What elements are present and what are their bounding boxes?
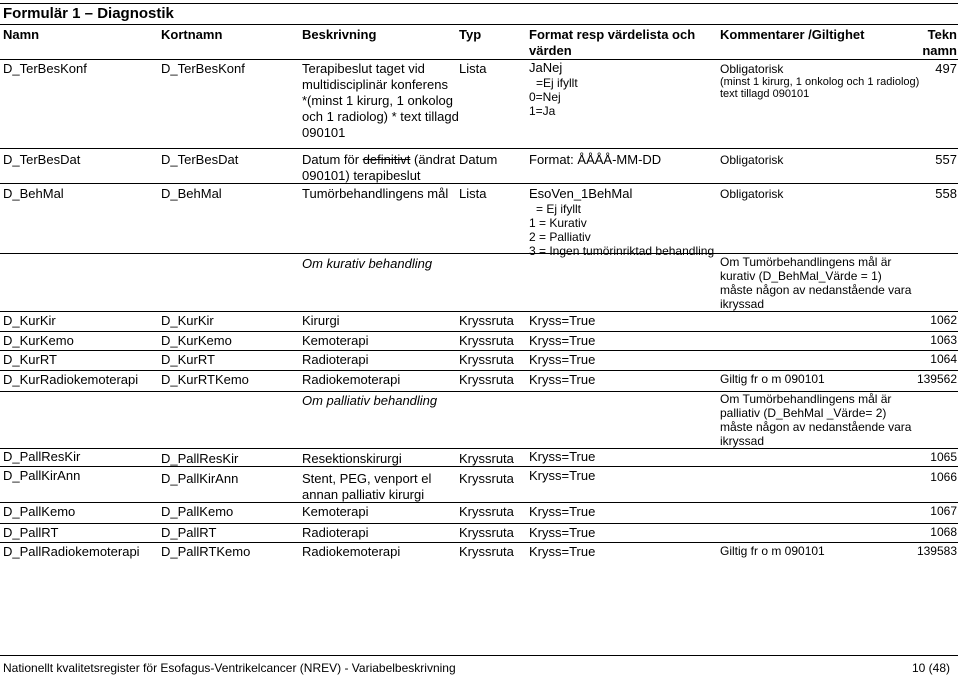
- footer-page-number: 10 (48): [911, 661, 950, 675]
- text-line: Om Tumörbehandlingens mål är: [720, 392, 892, 406]
- text-line: måste någon av nedanstående vara: [720, 283, 912, 297]
- text-line: och 1 radiolog) * text tillagd: [302, 109, 459, 124]
- cell-typ: Kryssruta: [459, 313, 514, 328]
- row-divider: [0, 523, 958, 524]
- cell-namn: D_BehMal: [3, 186, 64, 201]
- cell-namn: D_KurRadiokemoterapi: [3, 372, 139, 387]
- cell-typ: Kryssruta: [459, 471, 514, 486]
- cell-format: Kryss=True: [529, 352, 596, 367]
- col-tekn-line2: namn: [922, 43, 957, 58]
- cell-typ: Kryssruta: [459, 504, 514, 519]
- cell-kortnamn: D_PallKemo: [161, 504, 234, 519]
- cell-beskrivning: [302, 471, 431, 503]
- cell-typ: Kryssruta: [459, 333, 514, 348]
- row-divider: [0, 350, 958, 351]
- form-title: Formulär 1 – Diagnostik: [3, 5, 174, 22]
- cell-kommentar: Obligatorisk: [720, 187, 784, 201]
- cell-format: [529, 186, 714, 258]
- cell-beskrivning: Radiokemoterapi: [302, 544, 401, 559]
- text-line: Terapibeslut taget vid: [302, 61, 425, 76]
- text-line: kurativ (D_BehMal_Värde = 1): [720, 269, 882, 283]
- text-line: 090101) terapibeslut: [302, 168, 421, 183]
- cell-tekn: 1067: [930, 504, 957, 518]
- cell-beskrivning: [302, 152, 455, 184]
- cell-kortnamn: D_PallResKir: [161, 451, 239, 466]
- col-typ: Typ: [459, 27, 482, 42]
- cell-kortnamn: D_TerBesDat: [161, 152, 239, 167]
- row-divider: [0, 502, 958, 503]
- text-line: 3 = Ingen tumörinriktad behandling: [529, 244, 715, 258]
- cell-kortnamn: D_PallRTKemo: [161, 544, 251, 559]
- cell-namn: D_TerBesDat: [3, 152, 81, 167]
- cell-typ: Kryssruta: [459, 451, 514, 466]
- text-line: multidisciplinär konferens: [302, 77, 448, 92]
- text-line: JaNej: [529, 60, 563, 75]
- cell-beskrivning: Radioterapi: [302, 352, 369, 367]
- cell-beskrivning: Radioterapi: [302, 525, 369, 540]
- cell-beskrivning: Radiokemoterapi: [302, 372, 401, 387]
- row-divider: [0, 183, 958, 184]
- cell-typ: Kryssruta: [459, 544, 514, 559]
- text-line: 1 = Kurativ: [529, 216, 587, 230]
- row-divider: [0, 370, 958, 371]
- cell-beskrivning: [302, 61, 459, 141]
- text-line: (minst 1 kirurg, 1 onkolog och 1 radiolog): [720, 76, 920, 88]
- text-line: = Ej ifyllt: [536, 202, 582, 216]
- cell-kommentar: Giltig fr o m 090101: [720, 544, 825, 558]
- text-line: =Ej ifyllt: [536, 76, 578, 90]
- col-format-line2: värden: [529, 43, 572, 58]
- text-line: 2 = Palliativ: [529, 230, 591, 244]
- text-line: 0=Nej: [529, 90, 561, 104]
- text-line: *(minst 1 kirurg, 1 onkolog: [302, 93, 454, 108]
- cell-format: Kryss=True: [529, 449, 596, 464]
- cell-format: Format: ÅÅÅÅ-MM-DD: [529, 152, 662, 167]
- cell-kortnamn: D_KurRT: [161, 352, 215, 367]
- row-divider: [0, 148, 958, 149]
- cell-namn: D_PallResKir: [3, 449, 81, 464]
- cell-typ: Kryssruta: [459, 352, 514, 367]
- text-line: ikryssad: [720, 434, 765, 448]
- cell-namn: D_TerBesKonf: [3, 61, 87, 76]
- cell-beskrivning: Kirurgi: [302, 313, 340, 328]
- cell-tekn: 558: [935, 186, 957, 201]
- text-line: [302, 152, 455, 168]
- row-divider: [0, 542, 958, 543]
- cell-format: Kryss=True: [529, 504, 596, 519]
- text-line: palliativ (D_BehMal _Värde= 2): [720, 406, 887, 420]
- cell-tekn: 1064: [930, 352, 957, 366]
- col-kortnamn: Kortnamn: [161, 27, 223, 42]
- cell-typ: Lista: [459, 186, 487, 201]
- cell-format: Kryss=True: [529, 333, 596, 348]
- row-divider: [0, 448, 958, 449]
- text-line: 090101: [302, 125, 346, 140]
- row-divider: [0, 311, 958, 312]
- row-divider: [0, 331, 958, 332]
- cell-kortnamn: D_PallRT: [161, 525, 217, 540]
- cell-format: Kryss=True: [529, 525, 596, 540]
- text-line: måste någon av nedanstående vara: [720, 420, 912, 434]
- cell-beskrivning: Tumörbehandlingens mål: [302, 186, 449, 201]
- text-line: Obligatorisk: [720, 62, 784, 76]
- cell-format: [529, 60, 578, 118]
- section-heading: Om palliativ behandling: [302, 393, 438, 408]
- cell-kortnamn: D_TerBesKonf: [161, 61, 245, 76]
- cell-namn: D_PallKirAnn: [3, 468, 81, 483]
- text-line: Stent, PEG, venport el: [302, 471, 432, 486]
- cell-kommentar: Obligatorisk: [720, 153, 784, 167]
- cell-tekn: 1066: [930, 470, 957, 484]
- text-span: (ändrat: [410, 152, 456, 167]
- cell-namn: D_KurRT: [3, 352, 57, 367]
- section-comment: [720, 255, 911, 311]
- cell-kortnamn: D_KurKemo: [161, 333, 232, 348]
- cell-beskrivning: Resektionskirurgi: [302, 451, 402, 466]
- cell-kortnamn: D_BehMal: [161, 186, 222, 201]
- text-line: EsoVen_1BehMal: [529, 186, 633, 201]
- cell-format: Kryss=True: [529, 468, 596, 483]
- cell-format: Kryss=True: [529, 313, 596, 328]
- cell-tekn: 1062: [930, 313, 957, 327]
- cell-kommentar: Giltig fr o m 090101: [720, 372, 825, 386]
- row-divider: [0, 59, 958, 60]
- row-divider: [0, 466, 958, 467]
- cell-namn: D_KurKemo: [3, 333, 74, 348]
- row-divider: [0, 253, 958, 254]
- col-kommentarer: Kommentarer /Giltighet: [720, 27, 865, 42]
- cell-kortnamn: D_KurKir: [161, 313, 214, 328]
- value-list: [529, 202, 714, 258]
- footer-left: Nationellt kvalitetsregister för Esofagus-Ventrikelcancer (NREV) - Variabelbeskrivning: [3, 661, 456, 675]
- text-line: ikryssad: [720, 297, 765, 311]
- cell-kortnamn: D_PallKirAnn: [161, 471, 239, 486]
- cell-tekn: 497: [935, 61, 957, 76]
- text-line: Om Tumörbehandlingens mål är: [720, 255, 892, 269]
- footer-divider: [0, 655, 958, 656]
- cell-namn: D_PallRadiokemoterapi: [3, 544, 140, 559]
- section-comment: [720, 392, 911, 448]
- cell-beskrivning: Kemoterapi: [302, 504, 369, 519]
- form-title-bar: [0, 3, 958, 25]
- cell-typ: Datum: [459, 152, 498, 167]
- text-line: 1=Ja: [529, 104, 556, 118]
- cell-tekn: 1063: [930, 333, 957, 347]
- cell-namn: D_PallKemo: [3, 504, 76, 519]
- col-format-line1: Format resp värdelista och: [529, 27, 696, 42]
- cell-typ: Kryssruta: [459, 525, 514, 540]
- cell-namn: D_KurKir: [3, 313, 56, 328]
- cell-namn: D_PallRT: [3, 525, 59, 540]
- struck-text: definitivt: [362, 152, 411, 167]
- cell-kommentar: [720, 63, 919, 100]
- text-span: Datum för: [302, 152, 363, 167]
- col-beskrivning: Beskrivning: [302, 27, 377, 42]
- cell-tekn: 139562: [916, 372, 957, 386]
- col-tekn-line1: Tekn: [927, 27, 957, 42]
- cell-tekn: 1068: [930, 525, 957, 539]
- cell-typ: Kryssruta: [459, 372, 514, 387]
- cell-format: Kryss=True: [529, 372, 596, 387]
- cell-format: Kryss=True: [529, 544, 596, 559]
- text-line: text tillagd 090101: [720, 88, 810, 100]
- cell-tekn: 1065: [930, 450, 957, 464]
- cell-tekn: 557: [935, 152, 957, 167]
- cell-beskrivning: Kemoterapi: [302, 333, 369, 348]
- text-line: annan palliativ kirurgi: [302, 487, 425, 502]
- cell-kortnamn: D_KurRTKemo: [161, 372, 249, 387]
- cell-typ: Lista: [459, 61, 487, 76]
- cell-tekn: 139583: [916, 544, 957, 558]
- section-heading: Om kurativ behandling: [302, 256, 433, 271]
- col-namn: Namn: [3, 27, 40, 42]
